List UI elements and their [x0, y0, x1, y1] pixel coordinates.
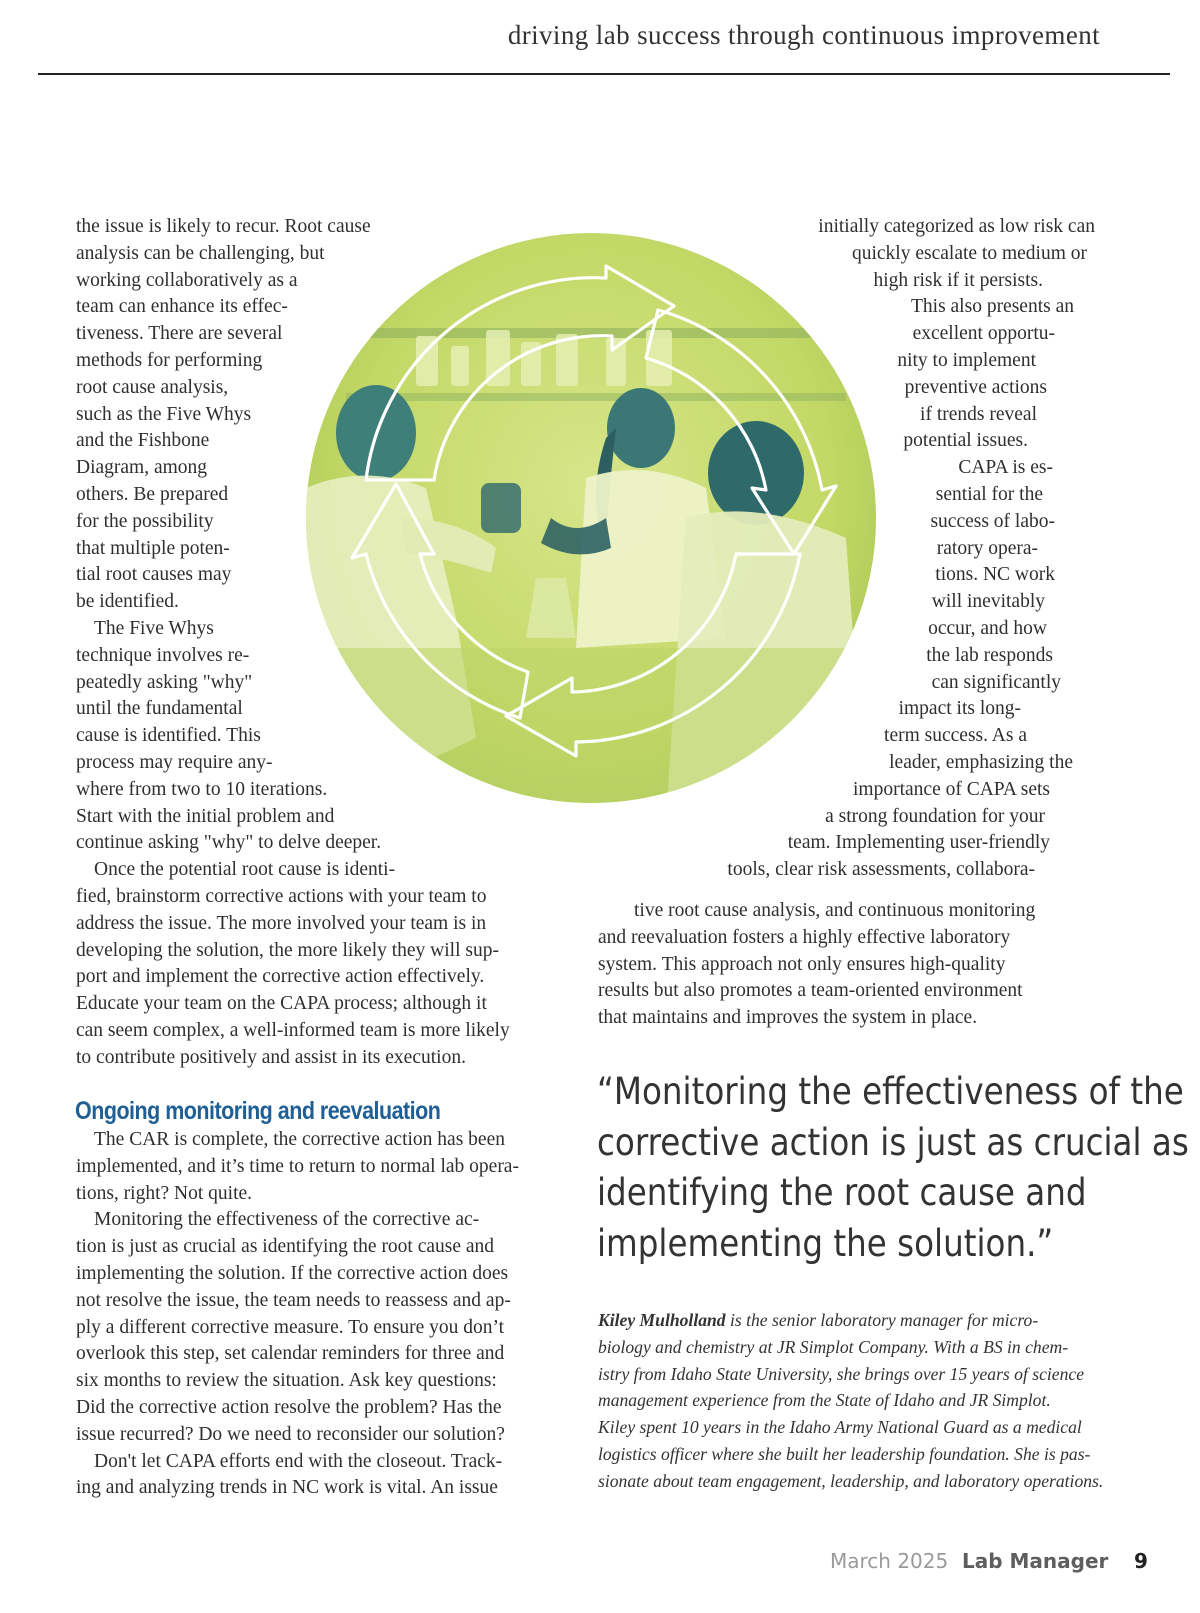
bio-line: sionate about team engagement, leadership, and laboratory operations. — [598, 1470, 1104, 1491]
text-line: quickly escalate to medium or — [851, 242, 1087, 264]
text-line: tions. NC work — [935, 564, 1055, 586]
header-rule — [38, 73, 1170, 75]
text-line: methods for performing — [76, 349, 263, 371]
text-line: tools, clear risk assessments, collabora- — [727, 859, 1035, 881]
pull-quote-line: identifying the root cause and — [597, 1171, 1087, 1214]
text-line: tive root cause analysis, and continuous monitoring — [634, 900, 1036, 921]
text-line: until the fundamental — [76, 698, 243, 720]
text-line: process may require any- — [76, 751, 273, 773]
text-line: preventive actions — [904, 376, 1047, 398]
text-line: a strong foundation for your — [825, 805, 1045, 827]
bio-text: is the senior laboratory manager for micro- — [725, 1310, 1039, 1330]
text-line: to contribute positively and assist in its execution. — [76, 1046, 466, 1068]
text-line: tion is just as crucial as identifying the root cause and — [76, 1236, 495, 1258]
article-paragraph — [76, 1207, 576, 1448]
text-line: issue recurred? Do we need to reconsider our solution? — [76, 1423, 505, 1445]
text-line: technique involves re- — [76, 644, 250, 666]
article-paragraph — [598, 898, 1098, 1032]
text-line: term success. As a — [884, 725, 1027, 747]
text-line: system. This approach not only ensures high-quality — [598, 953, 1006, 975]
text-line: occur, and how — [928, 617, 1047, 639]
text-line: Did the corrective action resolve the problem? Has the — [76, 1396, 502, 1418]
text-line: Don't let CAPA efforts end with the closeout. Track- — [94, 1450, 503, 1472]
article-paragraph — [590, 214, 1095, 294]
text-line: ply a different corrective measure. To ensure you don’t — [76, 1316, 505, 1338]
text-line: Monitoring the effectiveness of the corrective ac- — [94, 1209, 480, 1231]
text-line: root cause analysis, — [76, 376, 229, 398]
text-line: overlook this step, set calendar reminders for three and — [76, 1343, 505, 1365]
text-line: The Five Whys — [94, 617, 214, 639]
text-line: where from two to 10 iterations. — [76, 778, 328, 800]
text-line: The CAR is complete, the corrective action has been — [94, 1129, 505, 1150]
article-paragraph — [76, 1127, 576, 1207]
text-line: Diagram, among — [76, 457, 208, 479]
pull-quote-line: “Monitoring the effectiveness of the — [597, 1070, 1184, 1113]
section-heading: Ongoing monitoring and reevaluation — [75, 1097, 441, 1125]
issue-date: March 2025 — [830, 1549, 949, 1573]
text-line: initially categorized as low risk can — [818, 216, 1095, 237]
text-line: Start with the initial problem and — [76, 805, 335, 827]
author-name: Kiley Mulholland — [598, 1310, 726, 1330]
text-line: high risk if it persists. — [873, 269, 1043, 291]
text-line: success of labo- — [930, 510, 1055, 532]
text-line: ratory opera- — [936, 537, 1038, 559]
text-line: This also presents an — [910, 296, 1074, 318]
pull-quote-line: corrective action is just as crucial as — [597, 1120, 1189, 1164]
text-line: port and implement the corrective action effectively. — [76, 966, 485, 988]
running-head: driving lab success through continuous improvement — [507, 20, 1100, 50]
article-paragraph — [76, 1449, 576, 1503]
text-line: six months to review the situation. Ask key questions: — [76, 1370, 497, 1392]
bio-line: logistics officer where she built her leadership foundation. She is pas- — [598, 1443, 1091, 1464]
text-line: tions, right? Not quite. — [76, 1182, 253, 1204]
text-line: Educate your team on the CAPA process; although it — [76, 993, 487, 1015]
text-line: sential for the — [935, 483, 1043, 505]
text-line: ing and analyzing trends in NC work is vital. An issue — [76, 1477, 498, 1499]
text-line: others. Be prepared — [76, 483, 229, 505]
text-line: excellent opportu- — [912, 323, 1055, 345]
text-line: developing the solution, the more likely they will sup- — [76, 939, 499, 961]
text-line: working collaboratively as a — [76, 269, 298, 291]
bio-line: Kiley spent 10 years in the Idaho Army National Guard as a medical — [598, 1417, 1082, 1438]
article-paragraph — [590, 455, 1095, 884]
text-line: tial root causes may — [76, 564, 232, 586]
text-line: continue asking "why" to delve deeper. — [76, 832, 382, 854]
text-line: the issue is likely to recur. Root cause — [76, 216, 371, 237]
article-column-left-bottom — [76, 1127, 576, 1502]
bio-line: istry from Idaho State University, she brings over 15 years of science — [598, 1363, 1085, 1384]
text-line: results but also promotes a team-oriented environment — [598, 980, 1023, 1002]
text-line: nity to implement — [897, 349, 1036, 371]
article-paragraph — [76, 857, 546, 1071]
pull-quote-line: implementing the solution.” — [597, 1221, 1054, 1265]
pull-quote — [597, 1067, 1189, 1269]
text-line: potential issues. — [903, 430, 1028, 452]
text-line: be identified. — [76, 591, 179, 613]
article-column-left-top — [76, 214, 546, 1072]
article-paragraph — [76, 214, 546, 616]
text-line: for the possibility — [76, 510, 214, 532]
text-line: that multiple poten- — [76, 537, 230, 559]
text-line: impact its long- — [898, 698, 1021, 720]
text-line: that maintains and improves the system in place. — [598, 1007, 978, 1029]
text-line: leader, emphasizing the — [889, 751, 1073, 773]
magazine-name: Lab Manager — [962, 1549, 1109, 1573]
text-line: if trends reveal — [920, 403, 1037, 425]
text-line: team can enhance its effec- — [76, 296, 288, 318]
bio-line: management experience from the State of Idaho and JR Simplot. — [598, 1390, 1051, 1411]
text-line: not resolve the issue, the team needs to reassess and ap- — [76, 1289, 511, 1311]
text-line: peatedly asking "why" — [76, 671, 253, 693]
page-footer — [0, 1549, 1200, 1579]
text-line: the lab responds — [926, 644, 1053, 666]
text-line: CAPA is es- — [958, 457, 1053, 479]
text-line: Once the potential root cause is identi- — [94, 859, 396, 881]
article-column-right-top — [590, 214, 1095, 884]
text-line: and reevaluation fosters a highly effective laboratory — [598, 926, 1011, 948]
text-line: fied, brainstorm corrective actions with your team to — [76, 885, 487, 907]
text-line: can significantly — [931, 671, 1061, 693]
text-line: will inevitably — [931, 591, 1045, 613]
page-number: 9 — [1134, 1549, 1148, 1573]
bio-line — [598, 1307, 1098, 1334]
article-paragraph — [590, 294, 1095, 455]
text-line: importance of CAPA sets — [853, 778, 1050, 800]
text-line: tiveness. There are several — [76, 323, 283, 345]
text-line: such as the Five Whys — [76, 403, 252, 425]
text-line: can seem complex, a well-informed team is more likely — [76, 1019, 510, 1041]
text-line: address the issue. The more involved your team is in — [76, 912, 487, 934]
text-line: team. Implementing user-friendly — [787, 832, 1050, 854]
bio-line: biology and chemistry at JR Simplot Company. With a BS in chem- — [598, 1336, 1069, 1357]
article-paragraph — [76, 616, 546, 857]
text-line: and the Fishbone — [76, 430, 210, 452]
article-column-right-bottom — [598, 898, 1098, 1032]
text-line: analysis can be challenging, but — [76, 242, 325, 264]
text-line: implementing the solution. If the corrective action does — [76, 1262, 509, 1284]
text-line: implemented, and it’s time to return to normal lab opera- — [76, 1155, 519, 1177]
text-line: cause is identified. This — [76, 725, 261, 747]
author-bio — [598, 1307, 1104, 1495]
